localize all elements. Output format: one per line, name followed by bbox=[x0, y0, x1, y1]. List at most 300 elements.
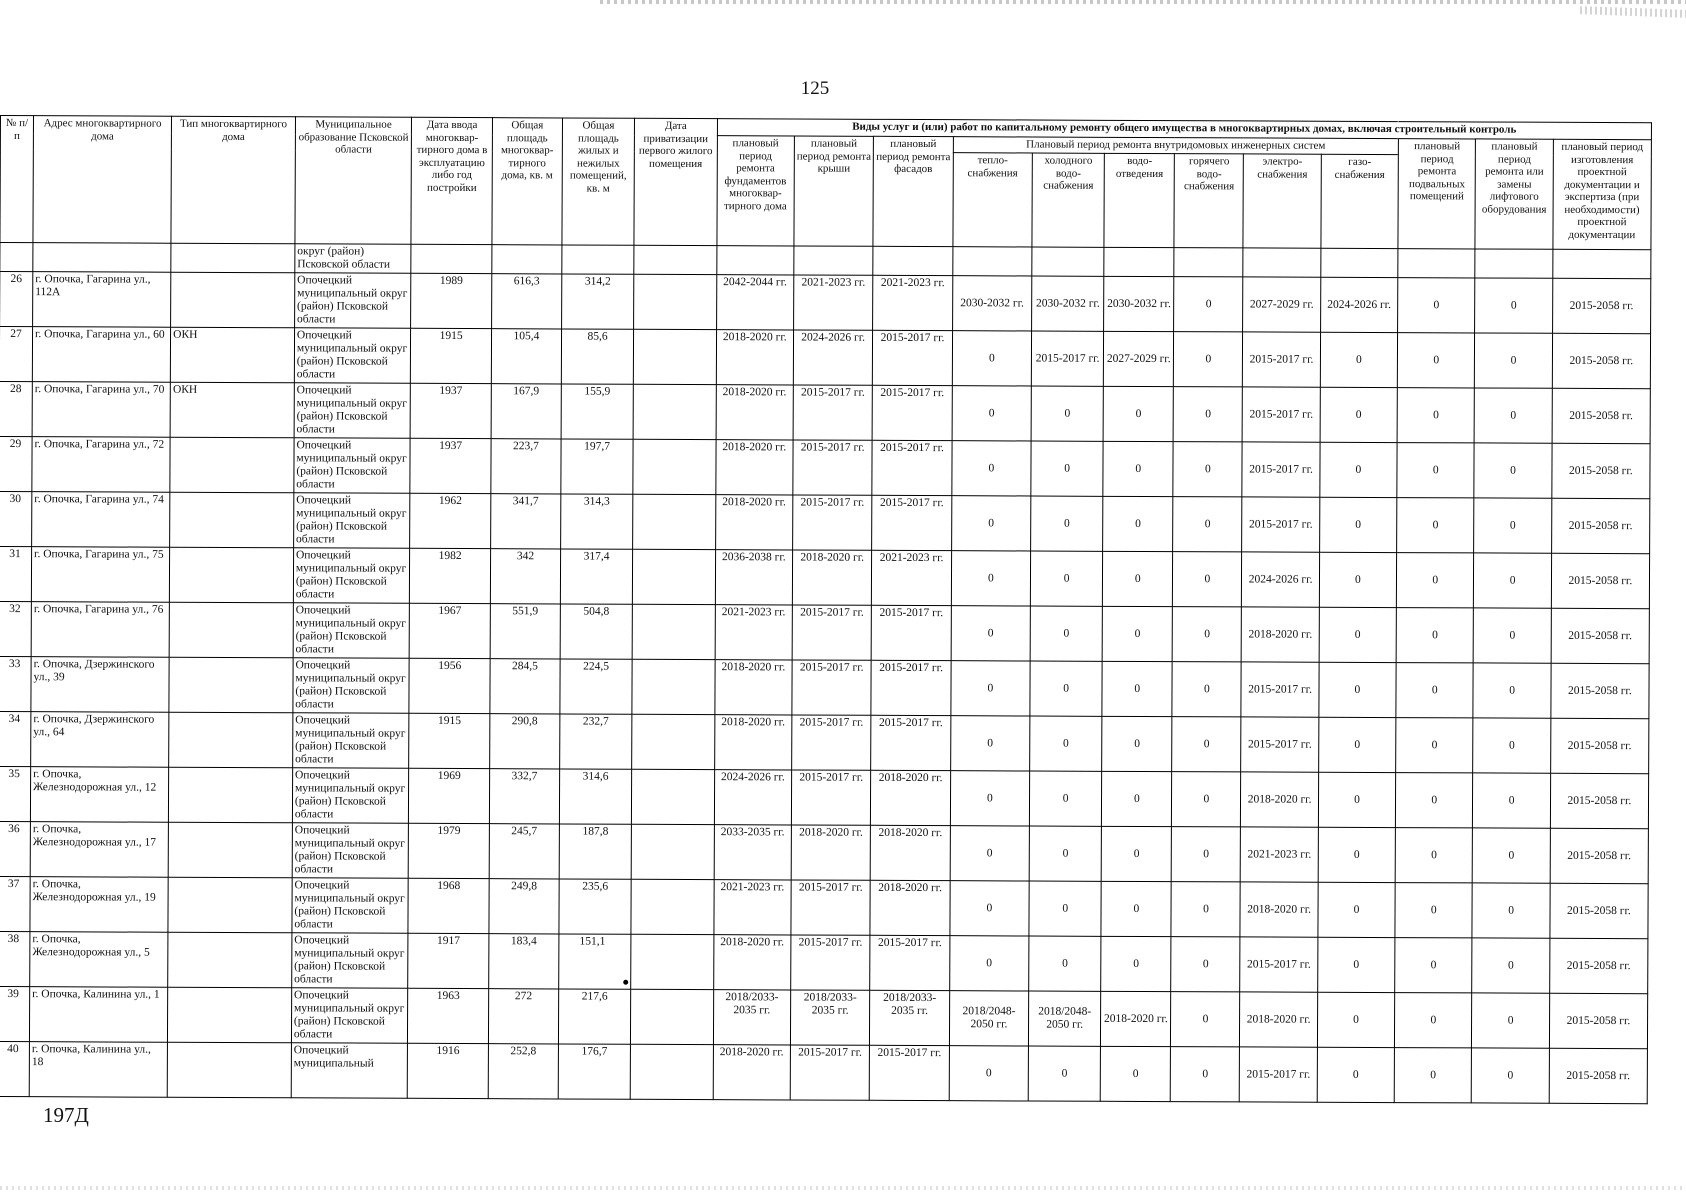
cell-elevator-period: 0 bbox=[1472, 1048, 1550, 1103]
cell-drainage-period: 0 bbox=[1101, 936, 1171, 991]
cell-row-number: 32 bbox=[0, 601, 31, 656]
table-row bbox=[0, 436, 1650, 498]
cell-address: г. Опочка, Калинина ул., 1 bbox=[29, 987, 167, 1043]
cell-electricity-period: 2015-2017 гг. bbox=[1242, 497, 1320, 552]
cell-basement-period: 0 bbox=[1397, 388, 1475, 443]
table-row bbox=[0, 272, 1651, 334]
cell-foundation-period: 2036-2038 гг. bbox=[715, 550, 793, 605]
cell-elevator-period: 0 bbox=[1473, 828, 1551, 883]
cell-gas-period: 0 bbox=[1318, 717, 1396, 772]
cell-living-area: 314,6 bbox=[559, 769, 631, 824]
cell-address: г. Опочка, Гагарина ул., 72 bbox=[32, 437, 170, 493]
table-body bbox=[0, 243, 1651, 1104]
cell-living-area: 317,4 bbox=[560, 549, 632, 604]
table-row bbox=[0, 601, 1649, 663]
cell-date-commissioned: 1968 bbox=[408, 878, 489, 933]
scan-artifact-right bbox=[1580, 6, 1686, 18]
header-basement: плановый период ремонта подвальных помещений bbox=[1398, 139, 1476, 249]
cell-facade-period: 2015-2017 гг. bbox=[871, 605, 951, 660]
cell-drainage-period: 0 bbox=[1101, 881, 1171, 936]
cell-house-type bbox=[168, 877, 292, 933]
cell-living-area: 151,1 bbox=[559, 934, 631, 989]
cell-house-type bbox=[170, 492, 294, 548]
cell-cold-water-period: 0 bbox=[1030, 606, 1102, 661]
cell-roof-period: 2015-2017 гг. bbox=[792, 715, 872, 770]
cell-house-type bbox=[169, 602, 293, 658]
cell-roof-period: 2015-2017 гг. bbox=[792, 660, 872, 715]
cell-cold-water-period: 0 bbox=[1029, 881, 1101, 936]
cell-municipality: Опочецкий муниципальный округ (район) Псковской области bbox=[294, 273, 411, 329]
cell-heating-period: 0 bbox=[951, 606, 1031, 661]
cell-facade-period: 2015-2017 гг. bbox=[872, 495, 952, 550]
cell-hot-water-period: 0 bbox=[1172, 827, 1241, 882]
cell-privatization-date bbox=[632, 604, 715, 659]
cell-date-commissioned: 1967 bbox=[410, 603, 491, 658]
cell-cold-water-period: 0 bbox=[1029, 936, 1101, 991]
cell-heating-period: 0 bbox=[951, 661, 1031, 716]
cell-hot-water-period: 0 bbox=[1173, 552, 1242, 607]
cell-gas-period: 0 bbox=[1318, 772, 1396, 827]
cell-documentation-period: 2015-2058 гг. bbox=[1550, 718, 1648, 773]
cell-heating-period: 0 bbox=[951, 496, 1031, 551]
cell-house-type bbox=[169, 712, 293, 768]
cell-roof-period: 2018/2033-2035 гг. bbox=[790, 990, 870, 1045]
repair-plan-table-wrapper bbox=[0, 115, 1652, 1104]
header-elevator: плановый период ремонта или замены лифтового оборудования bbox=[1475, 139, 1553, 249]
continuation-municipality: округ (район) Псковской области bbox=[295, 244, 412, 274]
cell-date-commissioned: 1916 bbox=[408, 1043, 489, 1098]
cell-municipality: Опочецкий муниципальный округ (район) Псковской области bbox=[294, 328, 411, 384]
cell-total-area: 284,5 bbox=[490, 659, 560, 714]
cell-privatization-date bbox=[633, 329, 716, 384]
cell-heating-period: 0 bbox=[951, 551, 1031, 606]
cell-drainage-period: 0 bbox=[1100, 1046, 1170, 1101]
cell-elevator-period: 0 bbox=[1473, 773, 1551, 828]
cell-roof-period: 2018-2020 гг. bbox=[792, 550, 872, 605]
cell-cold-water-period: 0 bbox=[1030, 661, 1102, 716]
cell-date-commissioned: 1915 bbox=[411, 328, 492, 383]
cell-electricity-period: 2027-2029 гг. bbox=[1243, 277, 1321, 332]
cell-roof-period: 2015-2017 гг. bbox=[793, 440, 873, 495]
cell-privatization-date bbox=[631, 989, 714, 1044]
cell-cold-water-period: 0 bbox=[1030, 771, 1102, 826]
cell-drainage-period: 0 bbox=[1103, 496, 1173, 551]
header-cold-water: холодного водо-снабжения bbox=[1032, 153, 1105, 247]
cell-address: г. Опочка, Гагарина ул., 60 bbox=[32, 327, 170, 383]
cell-house-type bbox=[168, 932, 292, 988]
cell-cold-water-period: 0 bbox=[1030, 551, 1102, 606]
cell-date-commissioned: 1956 bbox=[409, 658, 490, 713]
cell-living-area: 176,7 bbox=[558, 1044, 630, 1099]
cell-drainage-period: 0 bbox=[1102, 606, 1172, 661]
cell-electricity-period: 2018-2020 гг. bbox=[1242, 607, 1320, 662]
cell-electricity-period: 2015-2017 гг. bbox=[1241, 717, 1319, 772]
cell-heating-period: 0 bbox=[950, 826, 1030, 881]
cell-address: г. Опочка, Гагарина ул., 112А bbox=[33, 272, 171, 328]
table-row bbox=[0, 1041, 1647, 1103]
cell-heating-period: 0 bbox=[952, 441, 1032, 496]
header-num: № п/п bbox=[0, 116, 33, 243]
cell-total-area: 245,7 bbox=[489, 824, 559, 879]
header-services-group: Виды услуг и (или) работ по капитальному ремонту общего имущества в многоквартирных домах, включая строительный контроль bbox=[717, 119, 1651, 140]
cell-electricity-period: 2021-2023 гг. bbox=[1241, 827, 1319, 882]
cell-living-area: 85,6 bbox=[561, 329, 633, 384]
cell-date-commissioned: 1962 bbox=[410, 493, 491, 548]
cell-total-area: 223,7 bbox=[491, 439, 561, 494]
header-address: Адрес многоквартирного дома bbox=[33, 116, 172, 244]
cell-drainage-period: 0 bbox=[1103, 386, 1173, 441]
cell-date-commissioned: 1937 bbox=[410, 438, 491, 493]
cell-privatization-date bbox=[634, 274, 717, 329]
cell-total-area: 105,4 bbox=[491, 329, 561, 384]
cell-basement-period: 0 bbox=[1397, 443, 1475, 498]
cell-roof-period: 2015-2017 гг. bbox=[793, 385, 873, 440]
cell-elevator-period: 0 bbox=[1472, 993, 1550, 1048]
cell-row-number: 34 bbox=[0, 711, 31, 766]
header-foundation: плановый период ремонта фундаментов многоквар-тирного дома bbox=[717, 136, 795, 246]
scan-artifact-bottom bbox=[0, 1186, 1686, 1190]
header-documentation: плановый период изготовления проектной документации и экспертиза (при необходимости) проектной документации bbox=[1553, 139, 1652, 249]
cell-elevator-period: 0 bbox=[1475, 388, 1553, 443]
cell-privatization-date bbox=[632, 714, 715, 769]
cell-municipality: Опочецкий муниципальный округ (район) Псковской области bbox=[291, 988, 408, 1044]
header-privatization-date: Дата приватизации первого жилого помещения bbox=[634, 118, 717, 245]
header-engineering-group: Плановый период ремонта внутридомовых инженерных систем bbox=[953, 137, 1398, 155]
cell-privatization-date bbox=[633, 494, 716, 549]
table-row bbox=[0, 381, 1650, 443]
table-row bbox=[0, 986, 1648, 1048]
cell-gas-period: 0 bbox=[1319, 497, 1397, 552]
cell-privatization-date bbox=[633, 384, 716, 439]
cell-elevator-period: 0 bbox=[1475, 333, 1553, 388]
cell-roof-period: 2015-2017 гг. bbox=[792, 605, 872, 660]
cell-living-area: 232,7 bbox=[560, 714, 632, 769]
cell-foundation-period: 2042-2044 гг. bbox=[716, 275, 794, 330]
cell-date-commissioned: 1989 bbox=[411, 273, 492, 328]
header-roof: плановый период ремонта крыши bbox=[794, 136, 874, 246]
cell-row-number: 30 bbox=[0, 491, 32, 546]
cell-elevator-period: 0 bbox=[1474, 553, 1552, 608]
cell-elevator-period: 0 bbox=[1474, 608, 1552, 663]
cell-row-number: 37 bbox=[0, 876, 30, 931]
cell-house-type bbox=[170, 437, 294, 493]
header-total-area: Общая площадь многоквар-тирного дома, кв. м bbox=[492, 118, 563, 245]
header-municipality: Муниципальное образование Псковской области bbox=[295, 117, 412, 245]
cell-row-number: 29 bbox=[0, 436, 32, 491]
cell-heating-period: 2030-2032 гг. bbox=[952, 276, 1032, 331]
cell-heating-period: 0 bbox=[949, 1046, 1029, 1101]
cell-living-area: 155,9 bbox=[561, 384, 633, 439]
table-row bbox=[0, 931, 1648, 993]
cell-municipality: Опочецкий муниципальный bbox=[291, 1043, 408, 1099]
cell-hot-water-period: 0 bbox=[1173, 607, 1242, 662]
cell-municipality: Опочецкий муниципальный округ (район) Псковской области bbox=[294, 383, 411, 439]
cell-elevator-period: 0 bbox=[1473, 663, 1551, 718]
cell-hot-water-period: 0 bbox=[1173, 387, 1242, 442]
cell-facade-period: 2021-2023 гг. bbox=[873, 275, 953, 330]
cell-gas-period: 0 bbox=[1320, 442, 1398, 497]
repair-plan-table bbox=[0, 115, 1652, 1104]
cell-gas-period: 0 bbox=[1319, 662, 1397, 717]
cell-date-commissioned: 1915 bbox=[409, 713, 490, 768]
cell-gas-period: 0 bbox=[1320, 332, 1398, 387]
cell-total-area: 252,8 bbox=[488, 1044, 558, 1099]
cell-foundation-period: 2018-2020 гг. bbox=[715, 440, 793, 495]
scan-artifact-top bbox=[600, 0, 1686, 4]
cell-basement-period: 0 bbox=[1394, 1048, 1472, 1103]
page-number: 125 bbox=[800, 78, 830, 99]
header-heating: тепло-снабжения bbox=[953, 153, 1033, 247]
cell-roof-period: 2024-2026 гг. bbox=[793, 330, 873, 385]
cell-address: г. Опочка, Железнодорожная ул., 12 bbox=[30, 767, 168, 823]
cell-row-number: 27 bbox=[0, 327, 33, 382]
cell-basement-period: 0 bbox=[1396, 773, 1474, 828]
cell-elevator-period: 0 bbox=[1472, 938, 1550, 993]
cell-municipality: Опочецкий муниципальный округ (район) Псковской области bbox=[293, 603, 410, 659]
cell-roof-period: 2015-2017 гг. bbox=[791, 935, 871, 990]
cell-house-type: ОКН bbox=[170, 382, 294, 438]
cell-living-area: 217,6 bbox=[558, 989, 630, 1044]
cell-living-area: 314,2 bbox=[562, 274, 634, 329]
cell-living-area: 235,6 bbox=[559, 879, 631, 934]
cell-row-number: 33 bbox=[0, 656, 31, 711]
cell-house-type bbox=[167, 1042, 291, 1098]
cell-facade-period: 2018/2033-2035 гг. bbox=[870, 990, 950, 1045]
cell-documentation-period: 2015-2058 гг. bbox=[1549, 938, 1647, 993]
cell-cold-water-period: 0 bbox=[1028, 1046, 1100, 1101]
cell-roof-period: 2021-2023 гг. bbox=[793, 275, 873, 330]
cell-drainage-period: 2027-2029 гг. bbox=[1104, 331, 1174, 386]
cell-elevator-period: 0 bbox=[1472, 883, 1550, 938]
cell-foundation-period: 2021-2023 гг. bbox=[715, 605, 793, 660]
cell-gas-period: 0 bbox=[1317, 1047, 1395, 1102]
cell-basement-period: 0 bbox=[1395, 993, 1473, 1048]
cell-facade-period: 2015-2017 гг. bbox=[870, 935, 950, 990]
table-row bbox=[0, 766, 1649, 828]
cell-facade-period: 2015-2017 гг. bbox=[872, 440, 952, 495]
cell-documentation-period: 2015-2058 гг. bbox=[1549, 1048, 1647, 1103]
cell-basement-period: 0 bbox=[1396, 663, 1474, 718]
cell-heating-period: 0 bbox=[949, 936, 1029, 991]
cell-electricity-period: 2024-2026 гг. bbox=[1242, 552, 1320, 607]
cell-hot-water-period: 0 bbox=[1174, 332, 1243, 387]
cell-electricity-period: 2018-2020 гг. bbox=[1240, 882, 1318, 937]
cell-address: г. Опочка, Гагарина ул., 75 bbox=[31, 547, 169, 603]
cell-gas-period: 0 bbox=[1319, 552, 1397, 607]
table-row bbox=[0, 327, 1651, 389]
cell-row-number: 26 bbox=[0, 272, 33, 327]
cell-municipality: Опочецкий муниципальный округ (район) Псковской области bbox=[293, 713, 410, 769]
cell-facade-period: 2015-2017 гг. bbox=[873, 330, 953, 385]
cell-electricity-period: 2015-2017 гг. bbox=[1241, 662, 1319, 717]
cell-cold-water-period: 0 bbox=[1031, 496, 1103, 551]
cell-heating-period: 0 bbox=[950, 716, 1030, 771]
cell-facade-period: 2018-2020 гг. bbox=[871, 770, 951, 825]
header-facade: плановый период ремонта фасадов bbox=[873, 136, 953, 246]
cell-hot-water-period: 0 bbox=[1171, 992, 1240, 1047]
header-hot-water: горячего водо-снабжения bbox=[1174, 154, 1243, 248]
cell-total-area: 616,3 bbox=[491, 274, 561, 329]
table-row bbox=[0, 711, 1649, 773]
cell-documentation-period: 2015-2058 гг. bbox=[1552, 388, 1650, 443]
cell-municipality: Опочецкий муниципальный округ (район) Псковской области bbox=[294, 493, 411, 549]
cell-elevator-period: 0 bbox=[1474, 498, 1552, 553]
scan-dot-mark bbox=[623, 980, 628, 985]
cell-facade-period: 2015-2017 гг. bbox=[871, 660, 951, 715]
cell-heating-period: 0 bbox=[952, 331, 1032, 386]
cell-elevator-period: 0 bbox=[1475, 278, 1553, 333]
cell-drainage-period: 0 bbox=[1102, 661, 1172, 716]
cell-municipality: Опочецкий муниципальный округ (район) Псковской области bbox=[292, 823, 409, 879]
cell-gas-period: 0 bbox=[1317, 992, 1395, 1047]
cell-privatization-date bbox=[632, 769, 715, 824]
table-row bbox=[0, 656, 1649, 718]
cell-total-area: 272 bbox=[488, 989, 558, 1044]
cell-foundation-period: 2018/2033-2035 гг. bbox=[713, 990, 791, 1045]
cell-house-type bbox=[169, 657, 293, 713]
cell-electricity-period: 2015-2017 гг. bbox=[1240, 937, 1318, 992]
cell-privatization-date bbox=[633, 439, 716, 494]
cell-hot-water-period: 0 bbox=[1173, 497, 1242, 552]
cell-privatization-date bbox=[631, 934, 714, 989]
cell-documentation-period: 2015-2058 гг. bbox=[1552, 333, 1650, 388]
cell-foundation-period: 2018-2020 гг. bbox=[714, 660, 792, 715]
cell-elevator-period: 0 bbox=[1473, 718, 1551, 773]
cell-hot-water-period: 0 bbox=[1173, 442, 1242, 497]
cell-privatization-date bbox=[630, 1044, 713, 1099]
cell-foundation-period: 2018-2020 гг. bbox=[715, 495, 793, 550]
cell-facade-period: 2015-2017 гг. bbox=[870, 1045, 950, 1100]
cell-total-area: 167,9 bbox=[491, 384, 561, 439]
cell-heating-period: 0 bbox=[952, 386, 1032, 441]
table-row bbox=[0, 876, 1648, 938]
cell-documentation-period: 2015-2058 гг. bbox=[1550, 828, 1648, 883]
cell-address: г. Опочка, Гагарина ул., 74 bbox=[32, 492, 170, 548]
cell-electricity-period: 2015-2017 гг. bbox=[1242, 442, 1320, 497]
header-type: Тип многоквартирного дома bbox=[171, 116, 295, 244]
cell-row-number: 38 bbox=[0, 931, 30, 986]
cell-roof-period: 2018-2020 гг. bbox=[791, 825, 871, 880]
document-code: 197Д bbox=[43, 1103, 89, 1127]
cell-gas-period: 0 bbox=[1317, 937, 1395, 992]
cell-house-type bbox=[170, 547, 294, 603]
cell-house-type bbox=[168, 822, 292, 878]
cell-row-number: 36 bbox=[0, 821, 30, 876]
cell-drainage-period: 0 bbox=[1102, 716, 1172, 771]
cell-gas-period: 0 bbox=[1318, 882, 1396, 937]
cell-facade-period: 2021-2023 гг. bbox=[872, 550, 952, 605]
cell-row-number: 40 bbox=[0, 1041, 29, 1096]
cell-hot-water-period: 0 bbox=[1171, 882, 1240, 937]
cell-basement-period: 0 bbox=[1395, 938, 1473, 993]
cell-foundation-period: 2018-2020 гг. bbox=[713, 935, 791, 990]
cell-basement-period: 0 bbox=[1396, 553, 1474, 608]
header-electricity: электро-снабжения bbox=[1243, 154, 1321, 248]
cell-municipality: Опочецкий муниципальный округ (район) Псковской области bbox=[293, 658, 410, 714]
cell-hot-water-period: 0 bbox=[1172, 717, 1241, 772]
cell-privatization-date bbox=[631, 879, 714, 934]
cell-roof-period: 2015-2017 гг. bbox=[793, 495, 873, 550]
cell-total-area: 341,7 bbox=[490, 494, 560, 549]
cell-heating-period: 0 bbox=[950, 771, 1030, 826]
cell-cold-water-period: 0 bbox=[1029, 826, 1101, 881]
cell-gas-period: 0 bbox=[1320, 387, 1398, 442]
cell-heating-period: 0 bbox=[950, 881, 1030, 936]
cell-row-number: 28 bbox=[0, 381, 32, 436]
cell-privatization-date bbox=[631, 824, 714, 879]
cell-privatization-date bbox=[632, 659, 715, 714]
cell-basement-period: 0 bbox=[1395, 828, 1473, 883]
cell-living-area: 314,3 bbox=[561, 494, 633, 549]
cell-foundation-period: 2018-2020 гг. bbox=[716, 330, 794, 385]
cell-address: г. Опочка, Железнодорожная ул., 19 bbox=[30, 877, 168, 933]
cell-cold-water-period: 2015-2017 гг. bbox=[1031, 331, 1103, 386]
cell-elevator-period: 0 bbox=[1474, 443, 1552, 498]
cell-electricity-period: 2018-2020 гг. bbox=[1241, 772, 1319, 827]
cell-municipality: Опочецкий муниципальный округ (район) Псковской области bbox=[292, 768, 409, 824]
cell-address: г. Опочка, Железнодорожная ул., 5 bbox=[30, 932, 168, 988]
cell-hot-water-period: 0 bbox=[1172, 662, 1241, 717]
cell-cold-water-period: 2030-2032 гг. bbox=[1032, 276, 1104, 331]
cell-date-commissioned: 1969 bbox=[409, 768, 490, 823]
cell-foundation-period: 2033-2035 гг. bbox=[714, 825, 792, 880]
cell-facade-period: 2015-2017 гг. bbox=[871, 715, 951, 770]
cell-municipality: Опочецкий муниципальный округ (район) Псковской области bbox=[294, 438, 411, 494]
cell-cold-water-period: 2018/2048-2050 гг. bbox=[1029, 991, 1101, 1046]
cell-foundation-period: 2018-2020 гг. bbox=[713, 1045, 791, 1100]
cell-foundation-period: 2021-2023 гг. bbox=[714, 880, 792, 935]
cell-date-commissioned: 1982 bbox=[410, 548, 491, 603]
cell-drainage-period: 0 bbox=[1103, 441, 1173, 496]
cell-drainage-period: 0 bbox=[1101, 826, 1171, 881]
cell-documentation-period: 2015-2058 гг. bbox=[1552, 278, 1650, 333]
cell-electricity-period: 2015-2017 гг. bbox=[1243, 387, 1321, 442]
cell-documentation-period: 2015-2058 гг. bbox=[1550, 773, 1648, 828]
cell-documentation-period: 2015-2058 гг. bbox=[1551, 553, 1649, 608]
cell-electricity-period: 2015-2017 гг. bbox=[1243, 332, 1321, 387]
cell-drainage-period: 2030-2032 гг. bbox=[1104, 276, 1174, 331]
cell-house-type: ОКН bbox=[170, 327, 294, 383]
cell-foundation-period: 2018-2020 гг. bbox=[716, 385, 794, 440]
header-living-area: Общая площадь жилых и нежилых помещений, кв. м bbox=[562, 118, 635, 245]
cell-living-area: 504,8 bbox=[560, 604, 632, 659]
cell-date-commissioned: 1917 bbox=[408, 933, 489, 988]
cell-municipality: Опочецкий муниципальный округ (район) Псковской области bbox=[292, 878, 409, 934]
cell-electricity-period: 2015-2017 гг. bbox=[1240, 1047, 1318, 1102]
cell-roof-period: 2015-2017 гг. bbox=[791, 880, 871, 935]
cell-basement-period: 0 bbox=[1396, 608, 1474, 663]
header-drainage: водо-отведения bbox=[1104, 153, 1175, 247]
cell-documentation-period: 2015-2058 гг. bbox=[1549, 993, 1647, 1048]
cell-date-commissioned: 1963 bbox=[408, 988, 489, 1043]
cell-address: г. Опочка, Гагарина ул., 76 bbox=[31, 602, 169, 658]
cell-foundation-period: 2018-2020 гг. bbox=[714, 715, 792, 770]
cell-address: г. Опочка, Железнодорожная ул., 17 bbox=[30, 822, 168, 878]
cell-living-area: 187,8 bbox=[559, 824, 631, 879]
cell-electricity-period: 2018-2020 гг. bbox=[1240, 992, 1318, 1047]
cell-address: г. Опочка, Дзержинского ул., 39 bbox=[31, 657, 169, 713]
cell-living-area: 224,5 bbox=[560, 659, 632, 714]
cell-hot-water-period: 0 bbox=[1174, 277, 1243, 332]
cell-documentation-period: 2015-2058 гг. bbox=[1552, 443, 1650, 498]
cell-basement-period: 0 bbox=[1398, 278, 1476, 333]
cell-gas-period: 2024-2026 гг. bbox=[1320, 277, 1398, 332]
cell-total-area: 290,8 bbox=[489, 714, 559, 769]
cell-facade-period: 2018-2020 гг. bbox=[870, 825, 950, 880]
table-header bbox=[0, 116, 1651, 250]
cell-total-area: 249,8 bbox=[489, 879, 559, 934]
cell-privatization-date bbox=[632, 549, 715, 604]
